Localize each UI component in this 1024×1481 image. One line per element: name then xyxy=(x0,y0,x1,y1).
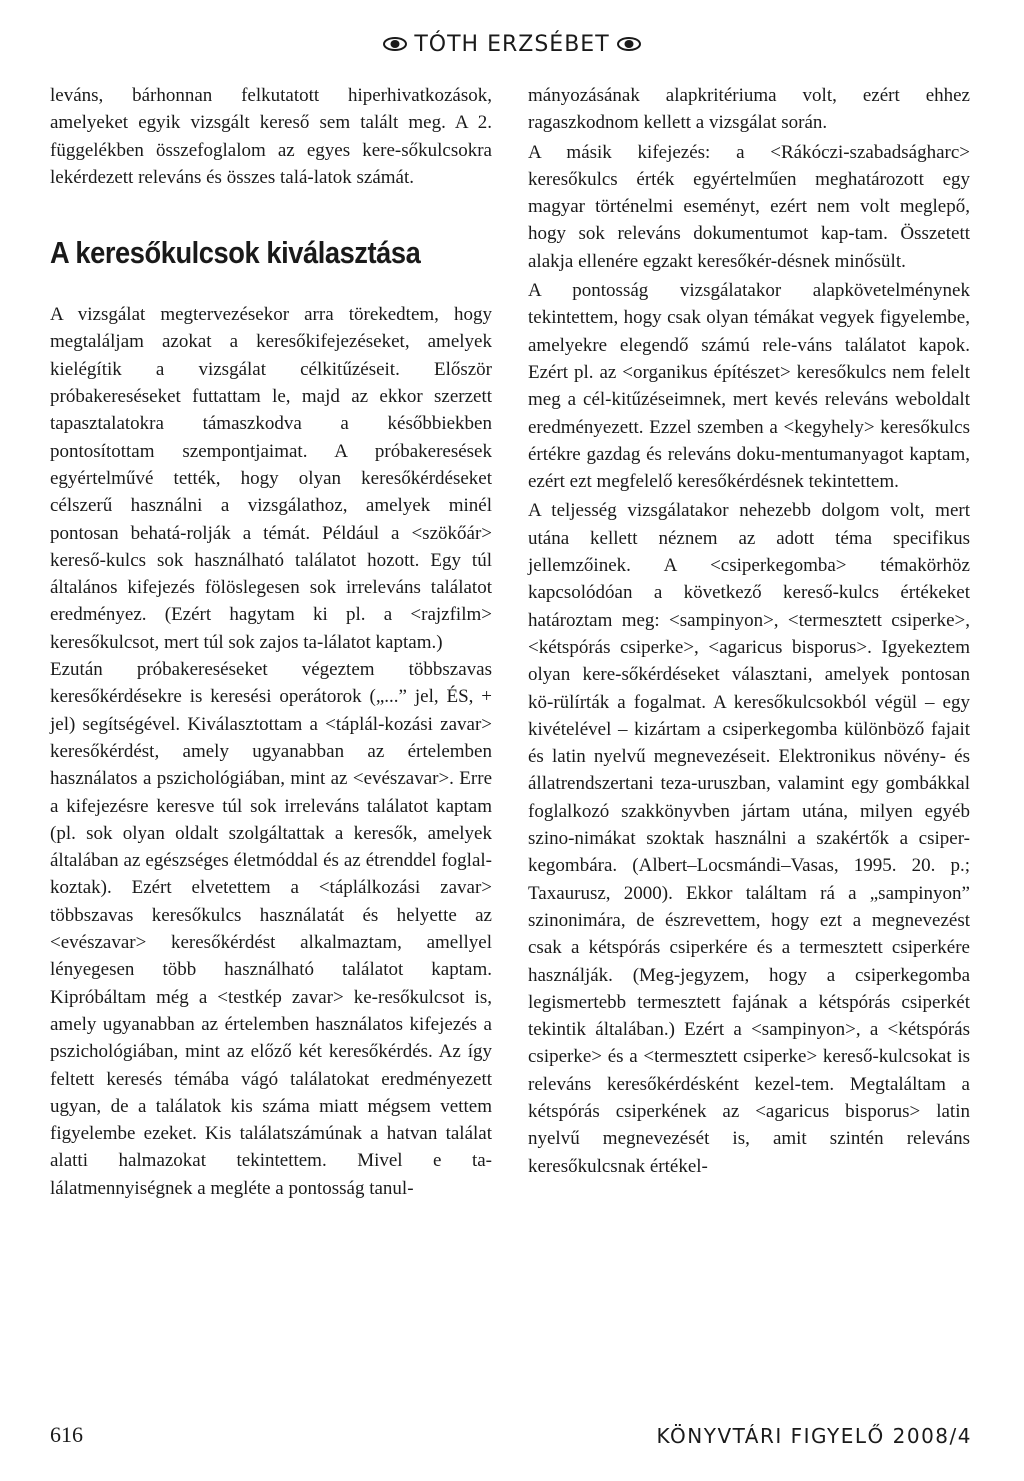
paragraph: Ezután próbakereséseket végeztem többszavas keresőkérdésekre is keresési operátorok („...” jel, ÉS, + jel) segítségével. Kiválasztottam a <táplál-kozási zavar> keresőkérdést, amely ugyanabban az értelemben használatos a pszichológiában, mint az <evészavar>. Erre a kifejezésre keresve túl sok irreleváns találatot kaptam (pl. sok olyan oldalt szolgáltattak a keresők, amelyek általában az egészséges életmóddal és az étrenddel foglal-koztak). Ezért elvetettem a <táplálkozási zavar> többszavas keresőkulcs használatát és helyette az <evészavar> keresőkérdést alkalmaztam, amellyel lényegesen több használható találatot kaptam. Kipróbáltam még a <testkép zavar> ke-resőkulcsot is, amely ugyanabban az értelemben használatos kifejezés a pszichológiában, mint az előző két keresőkérdés. Az így feltett keresés témába vágó találatokat eredményezett ugyan, de a találatok kis száma miatt mégsem vettem figyelembe ezeket. Kis találatszámúnak a hatvan találat alatti halmazokat tekintettem. Mivel e ta-lálatmennyiségnek a megléte a pontosság tanul- xyxy=(50,659,492,1199)
running-head xyxy=(0,32,1024,58)
paragraph: A pontosság vizsgálatakor alapkövetelménynek tekintettem, hogy csak olyan témákat vegyek figyelembe, amelyekre elegendő számú rele-váns találatot kapok. Ezért pl. az <organikus építészet> keresőkulcs nem felelt meg a cél-kitűzéseimnek, mert kevés releváns weboldalt eredményezett. Ezzel szemben a <kegyhely> keresőkulcs értékre gazdag és releváns doku-mentumanyagot kaptam, ezért ezt megfelelő keresőkérdésnek tekintettem. xyxy=(528,280,970,493)
eye-ornament-icon xyxy=(382,33,408,58)
paragraph: A másik kifejezés: a <Rákóczi-szabadságharc> keresőkulcs érték egyértelműen meghatározott egy magyar történelmi eseményt, ezért nem volt meglepő, hogy sok releváns dokumentumot kap-tam. Összetett alakja ellenére egzakt keresőkér-désnek minősült. xyxy=(528,141,970,272)
paragraph: A vizsgálat megtervezésekor arra törekedtem, hogy megtaláljam azokat a keresőkifejezéseket, amelyek kielégítik a vizsgálat célkitűzéseit. Először próbakereséseket futtattam le, majd az ekkor szerzett tapasztalatokra támaszkodva a későbbiekben pontosítottam szempontjaimat. A próbakeresések egyértelművé tették, hogy olyan keresőkérdéseket célszerű használni a vizsgálathoz, amelyek minél pontosan behatá-rolják a témát. Például a <szökőár> kereső-kulcs sok használható találatot hozott. Egy túl általános kifejezés fölöslegesen sok irreleváns találatot eredményez. (Ezért hagytam ki pl. a <rajzfilm> keresőkulcsot, mert túl sok zajos ta-lálatot kaptam.) xyxy=(50,304,492,653)
paragraph: mányozásának alapkritériuma volt, ezért ehhez ragaszkodnom kellett a vizsgálat során. xyxy=(528,85,970,134)
right-column xyxy=(528,82,970,1180)
section-heading: A keresőkulcsok kiválasztása xyxy=(50,235,421,271)
eye-ornament-icon xyxy=(616,33,642,58)
page-number: 616 xyxy=(50,1422,83,1447)
author-name: TÓTH ERZSÉBET xyxy=(414,32,610,57)
paragraph: leváns, bárhonnan felkutatott hiperhivatkozások, amelyeket egyik vizsgált kereső sem talált meg. A 2. függelékben összefoglalom az egyes kere-sőkulcsokra lekérdezett releváns és összes talá-latok számát. xyxy=(50,85,492,188)
journal-title: KÖNYVTÁRI FIGYELŐ 2008/4 xyxy=(656,1424,972,1448)
paragraph: A teljesség vizsgálatakor nehezebb dolgom volt, mert utána kellett néznem az adott téma specifikus jellemzőinek. A <csiperkegomba> témakörhöz kapcsolódóan a következő kereső-kulcs értékeket határoztam meg: <sampinyon>, <termesztett csiperke>, <kétspórás csiperke>, <agaricus bisporus>. Igyekeztem olyan kere-sőkérdéseket választani, amelyek pontosan kö-rülírták a fogalmat. A keresőkulcsokból végül – egy kivételével – kizártam a csiperkegomba különböző fajait és latin nyelvű megnevezéseit. Elektronikus növény- és állatrendszertani teza-uruszban, valamint egy gombákkal foglalkozó szakkönyvben jártam utána, milyen egyéb szino-nimákat szoktak használni a szakértők a csiper-kegombára. (Albert–Locsmándi–Vasas, 1995. 20. p.; Taxaurusz, 2000). Ekkor találtam rá a „sampinyon” szinonimára, de észrevettem, hogy ezt a megnevezést csak a kétspórás csiperkére és a termesztett csiperkére használják. (Meg-jegyzem, hogy a csiperkegomba legismertebb termesztett fajának a kétspórás csiperkét tekintik általában.) Ezért a <sampinyon>, a <kétspórás csiperke> és a <termesztett csiperke> kereső-kulcsokat is releváns keresőkérdésként kezel-tem. Megtaláltam a kétspórás csiperkének az <agaricus bisporus> latin nyelvű megnevezését is, amit szintén releváns keresőkulcsnak értékel- xyxy=(528,500,970,1177)
left-column xyxy=(50,82,492,1202)
